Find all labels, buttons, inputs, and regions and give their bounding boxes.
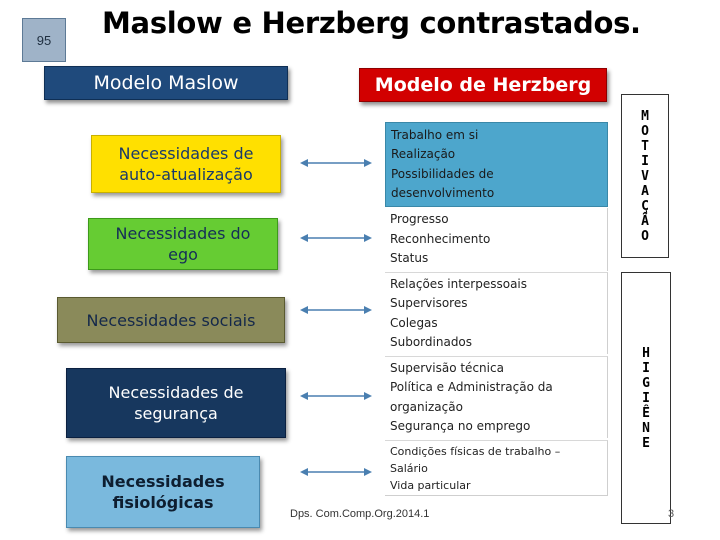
herzberg-header: Modelo de Herzberg (359, 68, 607, 102)
herzberg-factor-box (385, 122, 608, 207)
maslow-label-line: fisiológicas (112, 493, 214, 512)
vertical-letter: O (641, 228, 649, 244)
vertical-letter: T (641, 138, 649, 154)
maslow-label-line: segurança (134, 404, 218, 423)
maslow-label-line: Necessidades do (115, 224, 251, 243)
herzberg-factor-item: Salário (390, 461, 428, 475)
vertical-letter: M (641, 108, 649, 124)
herzberg-factor-item: Reconhecimento (390, 231, 491, 246)
maslow-level-ego (88, 218, 278, 270)
double-headed-arrow-icon (300, 467, 372, 477)
double-headed-arrow-icon (300, 305, 372, 315)
herzberg-factor-item: Vida particular (390, 478, 471, 492)
herzberg-factor-item: Supervisores (390, 296, 468, 310)
herzberg-factor-item: Trabalho em si (391, 127, 479, 142)
maslow-label-line: Necessidades de (108, 383, 244, 402)
herzberg-factor-item: Relações interpessoais (390, 276, 528, 291)
higiene-vertical-label (621, 272, 671, 524)
vertical-letter: Ã (641, 213, 649, 229)
maslow-label-line: ego (168, 245, 198, 264)
motivacao-vertical-label (621, 94, 669, 258)
vertical-letter: I (642, 360, 650, 376)
herzberg-factor-box (385, 272, 608, 354)
maslow-level-self-actualization (91, 135, 281, 193)
maslow-label-line: auto-atualização (119, 165, 253, 184)
vertical-letter: Ê (642, 405, 650, 421)
herzberg-factor-item: Status (390, 251, 429, 266)
herzberg-factor-item: Realização (391, 147, 456, 161)
vertical-letter: H (642, 345, 650, 361)
maslow-label-line: Necessidades de (118, 144, 254, 163)
vertical-letter: A (641, 183, 649, 199)
vertical-letter: O (641, 123, 649, 139)
page-title: Maslow e Herzberg contrastados. (102, 6, 641, 40)
vertical-letter: I (642, 390, 650, 406)
herzberg-factor-item: Segurança no emprego (390, 419, 531, 433)
double-headed-arrow-icon (300, 233, 372, 243)
vertical-letter: I (641, 153, 649, 169)
herzberg-factor-box (385, 208, 608, 271)
herzberg-factor-item: Subordinados (390, 335, 473, 349)
herzberg-factor-item: Condições físicas de trabalho – (390, 444, 561, 458)
maslow-level-physiological (66, 456, 260, 528)
maslow-level-social (57, 297, 285, 343)
herzberg-factor-item: Política e Administração da (390, 380, 553, 394)
vertical-letter: V (641, 168, 649, 184)
maslow-level-security (66, 368, 286, 438)
slide-number-badge: 95 (22, 18, 66, 62)
herzberg-factor-item: desenvolvimento (391, 186, 495, 200)
footer-text: Dps. Com.Comp.Org.2014.1 (290, 508, 430, 520)
double-headed-arrow-icon (300, 158, 372, 168)
maslow-label-line: Necessidades (101, 472, 225, 491)
vertical-letter: Ç (641, 198, 649, 214)
herzberg-factor-box (385, 440, 608, 496)
herzberg-factor-item: Colegas (390, 315, 438, 330)
herzberg-factor-item: Supervisão técnica (390, 360, 504, 375)
maslow-label-line: Necessidades sociais (86, 310, 256, 330)
vertical-letter: E (642, 435, 650, 451)
page-number: 3 (668, 508, 675, 520)
herzberg-factor-item: Possibilidades de (391, 166, 494, 181)
herzberg-factor-box (385, 356, 608, 438)
vertical-letter: G (642, 375, 650, 391)
maslow-header: Modelo Maslow (44, 66, 288, 100)
herzberg-factor-item: Progresso (390, 212, 449, 227)
herzberg-factor-item: organização (390, 399, 463, 414)
vertical-letter: N (642, 420, 650, 436)
double-headed-arrow-icon (300, 391, 372, 401)
